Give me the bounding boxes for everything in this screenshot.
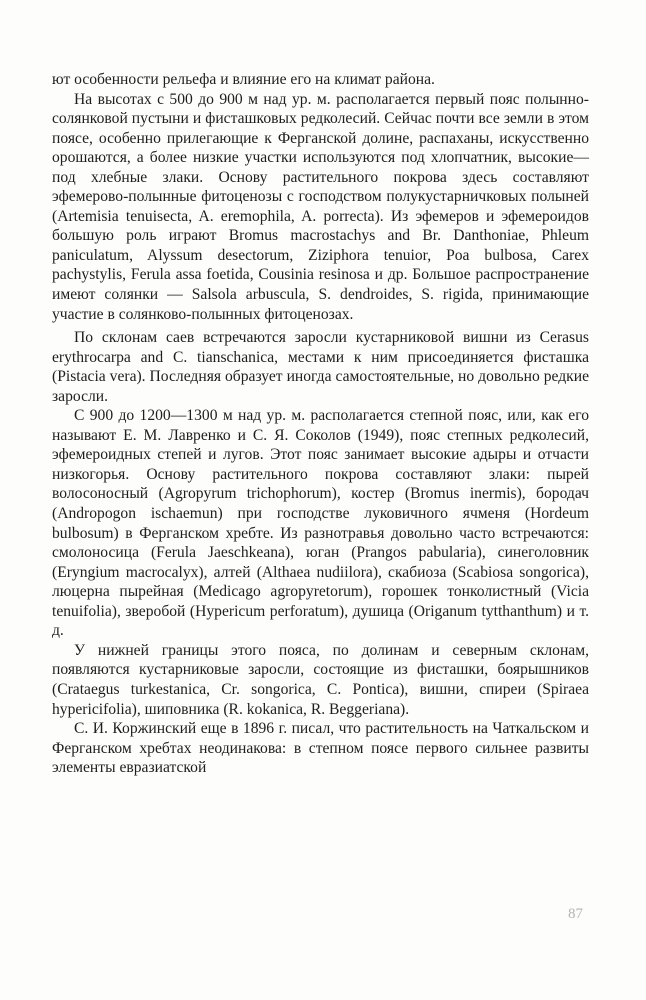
paragraph-5: У нижней границы этого пояса, по долинам и северным склонам, появляются кустарниковые заросли, состоящие из фисташки, боярышников (Crataegus turkestanica, Cr. songorica, C. Pontica), вишни, спиреи (Spiraea hypericifolia), шиповника (R. kokanica, R. Beggeriana). [52,641,589,718]
paragraph-6: С. И. Коржинский еще в 1896 г. писал, что растительность на Чаткальском и Ферганском хребтах неодинакова: в степном поясе первого сильнее развиты элементы евразиатской [52,720,589,777]
paragraph-3: По склонам саев встречаются заросли кустарниковой вишни из Cerasus erythrocarpa and C. tianschanica, местами к ним присоединяется фисташка (Pistacia vera). Последняя образует иногда самостоятельные, но довольно редкие заросли. [52,329,589,405]
paragraph-4: С 900 до 1200—1300 м над ур. м. располагается степной пояс, или, как его называют Е. М. Лавренко и С. Я. Соколов (1949), пояс степных редколесий, эфемероидных степей и лугов. Этот пояс занимает высокие адыры и отчасти низкогорья. Основу растительного покрова составляют злаки: пырей волосоносный (Agropyrum trichophorum), костер (Bromus inermis), бородач (Andropogon ischaemun) при господстве луковичного ячменя (Hordeum bulbosum) в Ферганском хребте. Из разнотравья довольно часто встречаются: смолоносица (Ferula Jaeschkeana), юган (Prangos pabularia), синеголовник (Eryngium macrocalyx), алтей (Althaea nudiilora), скабиоза (Scabiosa songorica), люцерна пырейная (Medicago agropyretorum), горошек тонколистный (Vicia tenuifolia), зверобой (Hypericum perforatum), душица (Origanum tytthanthum) и т. д. [52,407,589,640]
paragraph-1: ют особенности рельефа и влияние его на климат района. [52,71,435,88]
page-number: 87 [568,906,583,922]
body-text [52,70,589,778]
paragraph-2: На высотах с 500 до 900 м над ур. м. располагается первый пояс полынно-солянковой пустыни и фисташковых редколесий. Сейчас почти все земли в этом поясе, особенно прилегающие к Ферганской долине, распаханы, искусственно орошаются, а более низкие участки используются под хлопчатник, высокие—под хлебные злаки. Основу растительного покрова здесь составляют эфемерово-полынные фитоценозы с господством полукустарничковых полыней (Artemisia tenuisecta, A. eremophila, A. porrecta). Из эфемеров и эфемероидов большую роль играют Bromus macrostachys and Br. Danthoniae, Phleum paniculatum, Alyssum desectorum, Ziziphora tenuior, Poa bulbosa, Carex pachystylis, Ferula assa foetida, Cousinia resinosa и др. Большое распространение имеют солянки — Salsola arbuscula, S. dendroides, S. rigida, принимающие участие в солянково-полынных фитоценозах. [52,90,589,323]
